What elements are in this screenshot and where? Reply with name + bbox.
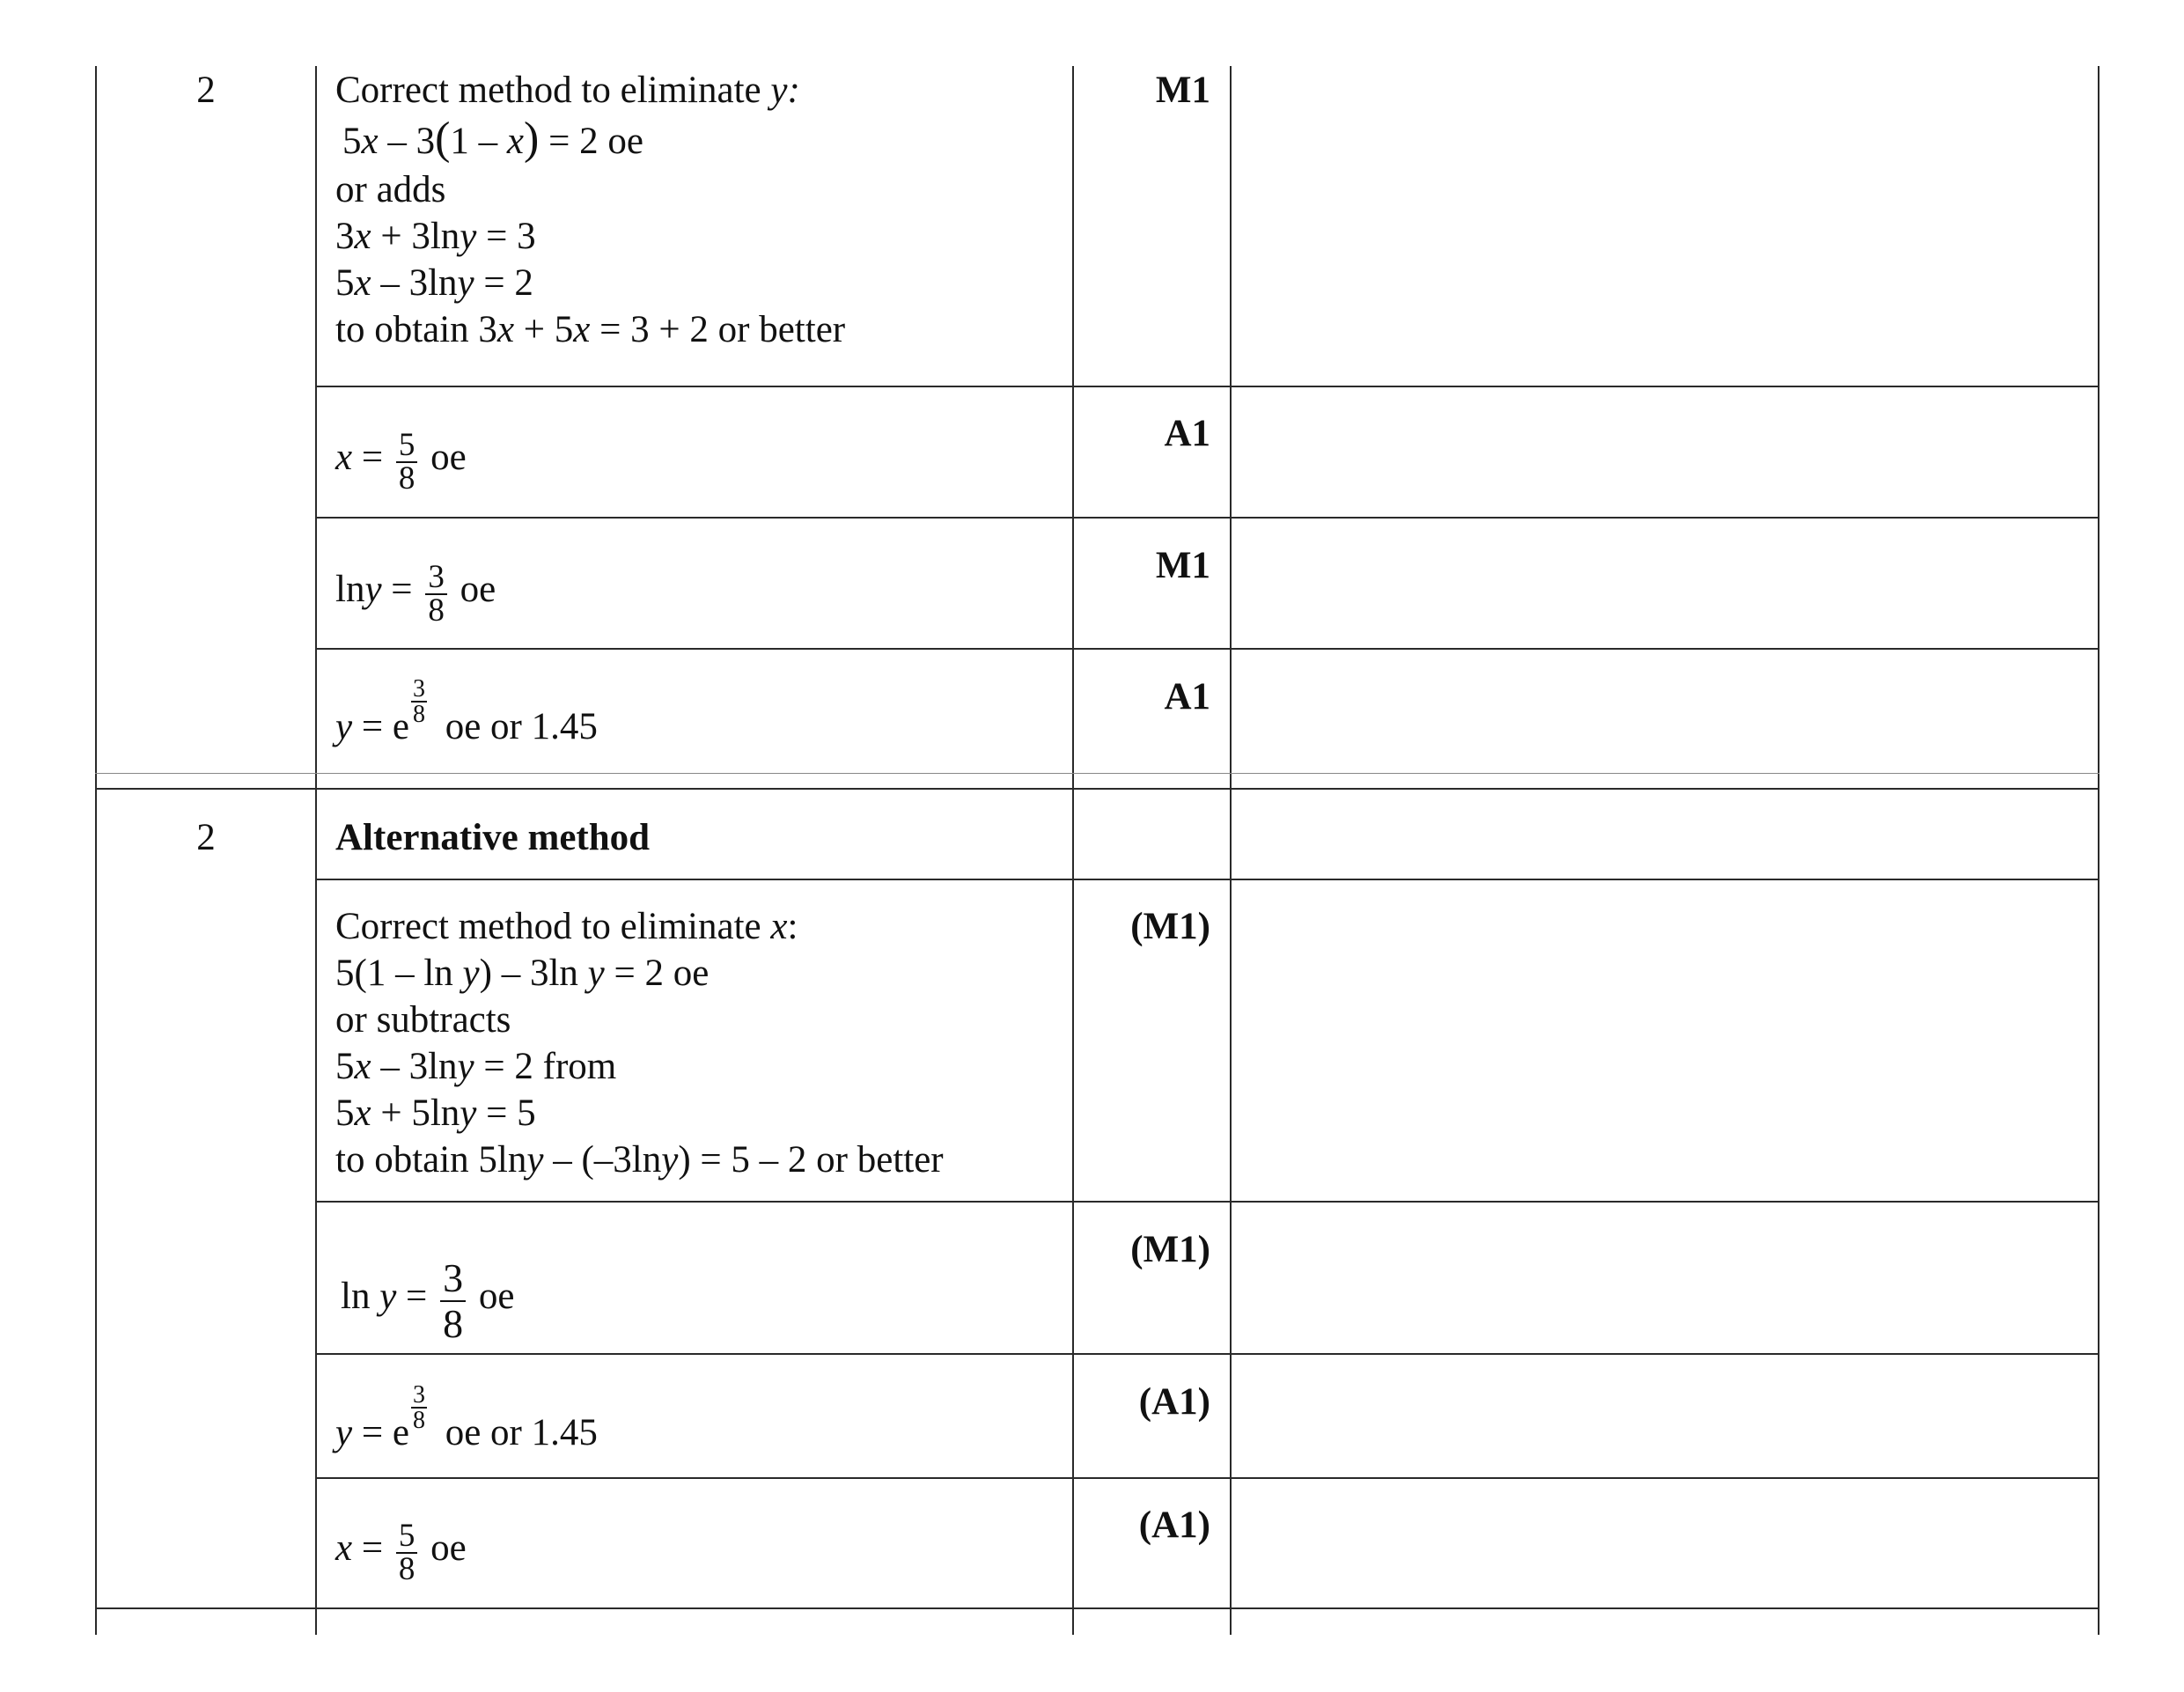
mark-label: (M1): [1130, 1229, 1210, 1270]
fraction: $\frac{5}{8}$: [396, 430, 418, 495]
row-divider: [315, 648, 2099, 650]
mark-label: A1: [1164, 676, 1210, 717]
col-divider: [315, 66, 317, 1635]
answer-ln-y: lny = $\frac{3}{8}$ oe: [335, 559, 496, 629]
col-divider: [1072, 66, 1074, 1635]
row-divider: [315, 517, 2099, 519]
row-divider: [315, 879, 2099, 880]
alternative-method-heading: Alternative method: [335, 817, 651, 858]
alt-answer-x: x = $\frac{5}{8}$ oe: [335, 1518, 467, 1587]
mark-label: (A1): [1138, 1504, 1210, 1546]
fraction: $\frac{3}{8}$: [425, 562, 447, 627]
col-divider: [95, 66, 97, 1635]
col-divider: [2098, 66, 2099, 1635]
substitution-equation: 5x – 3(1 – x) = 2 oe: [342, 114, 643, 164]
exponent-fraction: 3 8: [412, 675, 425, 728]
mark-label: A1: [1164, 413, 1210, 454]
alt-answer-ln-y: ln y = $\frac{3}{8}$ oe: [341, 1255, 515, 1346]
exponent-fraction: 3 8: [412, 1381, 425, 1434]
section-divider: [95, 773, 2099, 774]
row-divider: [315, 1201, 2099, 1203]
mark-label: M1: [1155, 70, 1210, 111]
answer-y: y = e 3 8 oe or 1.45: [335, 675, 598, 747]
mark-label: (A1): [1138, 1381, 1210, 1423]
row-divider: [95, 1607, 2099, 1609]
answer-x: x = $\frac{5}{8}$ oe: [335, 427, 467, 497]
row-divider: [315, 1353, 2099, 1355]
row-divider: [315, 386, 2099, 387]
fraction: $\frac{5}{8}$: [396, 1520, 418, 1585]
mark-label: M1: [1155, 545, 1210, 586]
col-divider: [1230, 66, 1232, 1635]
row-divider: [315, 1477, 2099, 1479]
question-number: 2: [196, 817, 216, 858]
method-eliminate-x: Correct method to eliminate x: 5(1 – ln y) – 3ln y = 2 oe or subtracts 5x – 3lny = 2 from 5x + 5lny = 5 to obtain 5lny – (–3lny) = 5 – 2 or better: [335, 906, 944, 1181]
question-number: 2: [196, 70, 216, 111]
section-divider: [95, 788, 2099, 790]
fraction: $\frac{3}{8}$: [440, 1256, 466, 1346]
mark-label: (M1): [1130, 906, 1210, 947]
method-eliminate-y: Correct method to eliminate y: 5x – 3(1 – x) = 2 oe or adds 3x + 3lny = 3 5x – 3lny = 2 to obtain 3x + 5x = 3 + 2 or better: [335, 70, 846, 350]
alt-answer-y: y = e 3 8 oe or 1.45: [335, 1381, 598, 1453]
